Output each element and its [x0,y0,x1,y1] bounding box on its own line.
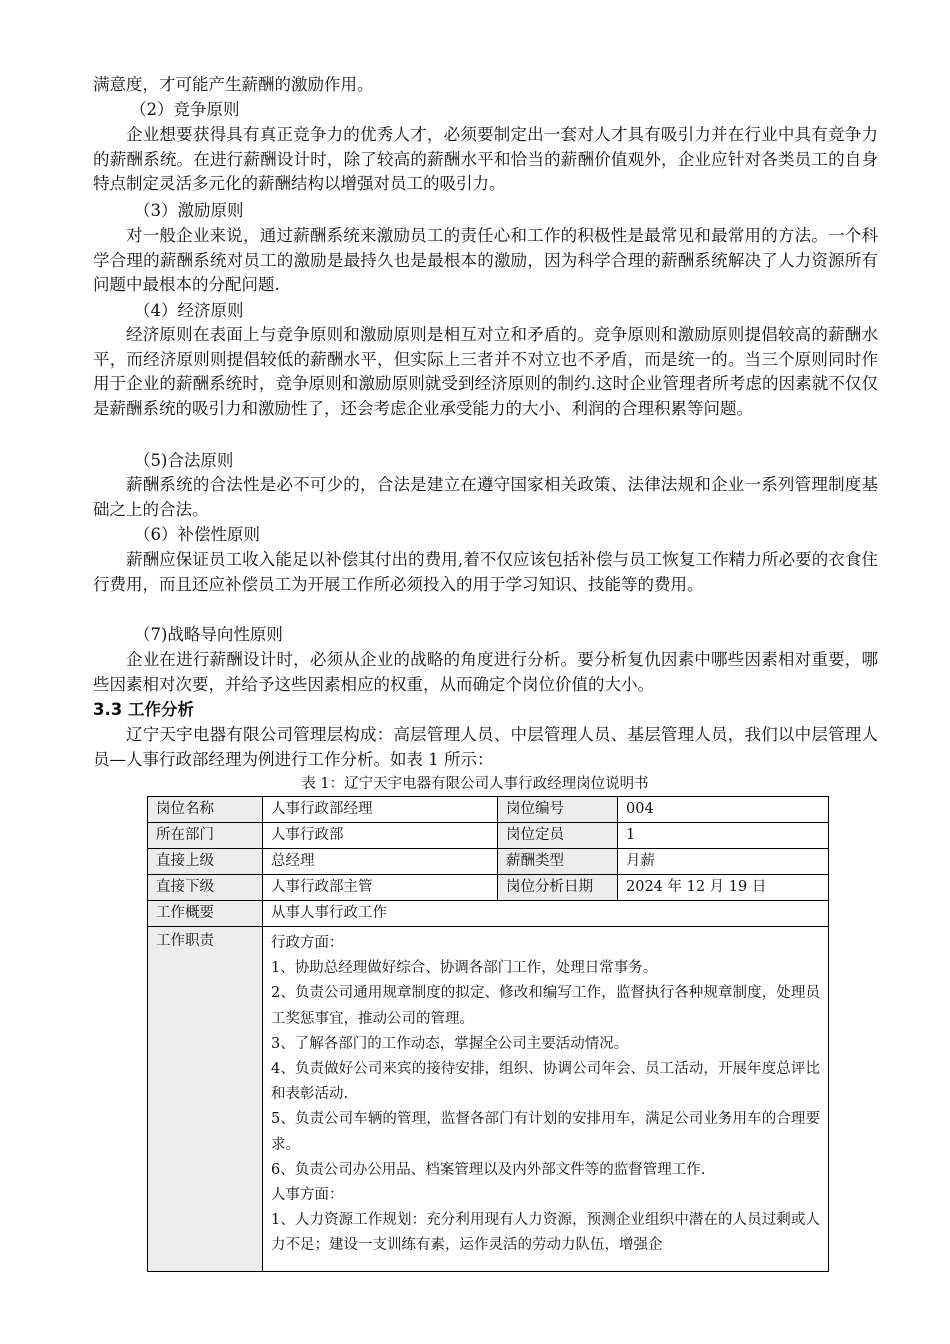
value-analysis-date: 2024 年 12 月 19 日 [618,875,829,901]
duty-line: 5、负责公司车辆的管理，监督各部门有计划的安排用车，满足公司业务用车的合理要求。 [271,1111,820,1153]
job-description-table [147,796,829,1272]
value-salary-type: 月薪 [618,849,829,875]
value-job-summary: 从事人事行政工作 [263,901,829,927]
paragraph-compensation: 薪酬应保证员工收入能足以补偿其付出的费用,着不仅应该包括补偿与员工恢复工作精力所必要的衣食住行费用，而且还应补偿员工为开展工作所必须投入的用于学习知识、技能等的费用。 [93,550,878,594]
duty-line: 2、负责公司通用规章制度的拟定、修改和编写工作，监督执行各种规章制度，处理员工奖惩事宜，推动公司的管理。 [271,985,820,1027]
value-direct-superior: 总经理 [263,849,498,875]
table-row [148,823,829,849]
label-job-summary: 工作概要 [148,901,263,927]
paragraph-job-analysis: 辽宁天宇电器有限公司管理层构成：高层管理人员、中层管理人员、基层管理人员，我们以中层管理人员—人事行政部经理为例进行工作分析。如表 1 所示： [93,725,878,769]
label-position-name: 岗位名称 [148,797,263,823]
duty-line: 4、负责做好公司来宾的接待安排，组织、协调公司年会、员工活动，开展年度总评比和表彰活动. [271,1061,820,1103]
value-job-duties [263,927,829,1272]
label-analysis-date: 岗位分析日期 [498,875,618,901]
label-department: 所在部门 [148,823,263,849]
table-caption: 表 1：辽宁天宇电器有限公司人事行政经理岗位说明书 [301,776,649,792]
label-position-code: 岗位编号 [498,797,618,823]
value-position-code: 004 [618,797,829,823]
heading-economic-principle: （4）经济原则 [134,301,244,320]
table-row [148,797,829,823]
duty-line: 3、了解各部门的工作动态，掌握全公司主要活动情况。 [271,1035,629,1052]
table-row [148,849,829,875]
label-direct-subordinate: 直接下级 [148,875,263,901]
paragraph-competition: 企业想要获得具有真正竞争力的优秀人才，必须要制定出一套对人才具有吸引力并在行业中具有竞争力的薪酬系统。在进行薪酬设计时，除了较高的薪酬水平和恰当的薪酬价值观外，企业应针对各类员工的自身特点制定灵活多元化的薪酬结构以增强对员工的吸引力。 [93,125,878,194]
duty-line: 行政方面： [271,935,344,951]
value-headcount: 1 [618,823,829,849]
label-salary-type: 薪酬类型 [498,849,618,875]
value-direct-subordinate: 人事行政部主管 [263,875,498,901]
duty-line: 1、人力资源工作规划：充分利用现有人力资源，预测企业组织中潜在的人员过剩或人力不足；建设一支训练有素，运作灵活的劳动力队伍，增强企 [271,1212,820,1254]
label-headcount: 岗位定员 [498,823,618,849]
label-job-duties: 工作职责 [148,927,263,1272]
heading-strategy-principle: （7)战略导向性原则 [134,625,283,644]
paragraph-intro-tail: 满意度，才可能产生薪酬的激励作用。 [93,75,374,94]
heading-compensation-principle: （6）补偿性原则 [134,525,260,544]
duty-line: 1、协助总经理做好综合、协调各部门工作，处理日常事务。 [271,960,658,977]
heading-incentive-principle: （3）激励原则 [134,201,244,220]
paragraph-incentive: 对一般企业来说，通过薪酬系统来激励员工的责任心和工作的积极性是最常见和最常用的方法。一个科学合理的薪酬系统对员工的激励是最持久也是最根本的激励，因为科学合理的薪酬系统解决了人力资源所有问题中最根本的分配问题. [93,226,878,295]
value-position-name: 人事行政部经理 [263,797,498,823]
heading-competition-principle: （2）竞争原则 [130,100,240,119]
paragraph-legal: 薪酬系统的合法性是必不可少的，合法是建立在遵守国家相关政策、法律法规和企业一系列管理制度基础之上的合法。 [93,475,878,519]
table-row [148,875,829,901]
section-title-job-analysis: 3.3 工作分析 [93,700,194,719]
label-direct-superior: 直接上级 [148,849,263,875]
table-row [148,927,829,1272]
paragraph-strategy: 企业在进行薪酬设计时，必须从企业的战略的角度进行分析。要分析复仇因素中哪些因素相对重要，哪些因素相对次要，并给予这些因素相应的权重，从而确定个岗位价值的大小。 [93,650,878,694]
table-row [148,901,829,927]
duty-line: 6、负责公司办公用品、档案管理以及内外部文件等的监督管理工作. [271,1161,706,1178]
heading-legal-principle: （5)合法原则 [134,451,234,470]
paragraph-economic: 经济原则在表面上与竞争原则和激励原则是相互对立和矛盾的。竞争原则和激励原则提倡较高的薪酬水平，而经济原则则提倡较低的薪酬水平，但实际上三者并不对立也不矛盾，而是统一的。当三个原则同时作用于企业的薪酬系统时，竞争原则和激励原则就受到经济原则的制约.这时企业管理者所考虑的因素就不仅仅是薪酬系统的吸引力和激励性了，还会考虑企业承受能力的大小、利润的合理积累等问题。 [93,325,878,418]
duty-line: 人事方面： [271,1187,344,1204]
value-department: 人事行政部 [263,823,498,849]
